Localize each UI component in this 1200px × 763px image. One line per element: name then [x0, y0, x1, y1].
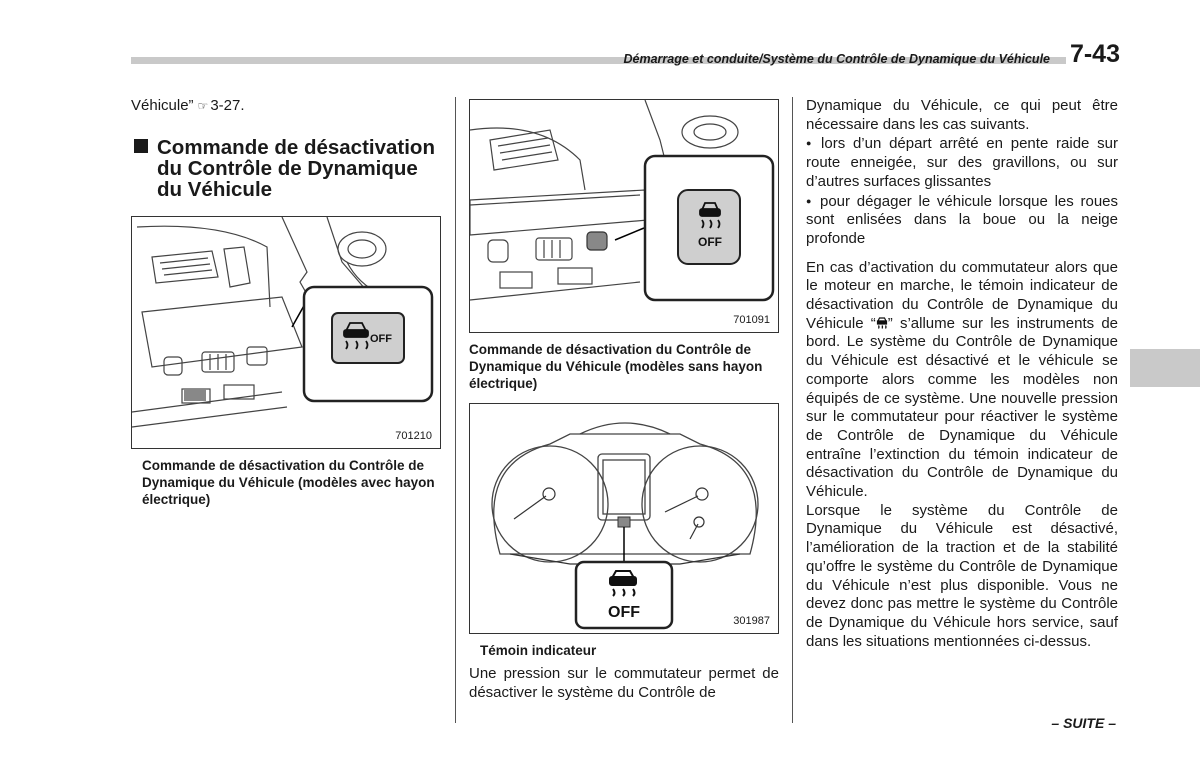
reference-page: 3-27. — [210, 97, 245, 114]
body-paragraph: Lorsque le système du Contrôle de Dynamique du Véhicule est désactivé, l’amélioration de la traction et de la stabilité qu’offre le système du Contrôle de Dynamique du Véhicule n’est plus disponible. Vous ne devez donc pas mettre le système du Contrôle de Dynamique du Véhicule hors service, sauf dans les situations mentionnées ci-dessus. — [806, 501, 1118, 650]
figure-switch-without-power-gate — [469, 99, 779, 333]
body-paragraph: Une pression sur le commutateur permet de désactiver le système du Contrôle de — [469, 665, 779, 701]
figure-caption: Commande de désactivation du Contrôle de Dynamique du Véhicule (modèles avec hayon électrique) — [142, 458, 435, 507]
body-paragraph — [806, 259, 1118, 502]
vdc-off-indicator-icon — [876, 317, 888, 330]
figure-id: 301987 — [733, 615, 770, 627]
bullet-icon: ● — [806, 138, 816, 149]
body-paragraph: Dynamique du Véhicule, ce qui peut être nécessaire dans les cas suivants. — [806, 97, 1118, 133]
figure-caption: Témoin indicateur — [480, 643, 597, 658]
off-indicator-label: OFF — [608, 604, 640, 621]
column-middle — [469, 97, 779, 702]
figure-indicator-light — [469, 403, 779, 634]
column-left — [131, 97, 443, 508]
section-heading-text: Commande de désactivation du Contrôle de Dynamique du Véhicule — [157, 136, 435, 201]
list-item — [806, 192, 1118, 249]
page-number: 7-43 — [1069, 40, 1120, 68]
column-divider — [455, 97, 456, 723]
instrument-cluster-illustration — [470, 404, 778, 633]
column-right — [806, 97, 1118, 651]
figure-caption: Commande de désactivation du Contrôle de Dynamique du Véhicule (modèles sans hayon électrique) — [469, 342, 763, 391]
list-item-text: lors d’un départ arrêté en pente raide sur route enneigée, sur des gravillons, ou sur d’autres surfaces glissantes — [806, 135, 1118, 190]
list-item-text: pour dégager le véhicule lorsque les roues sont enlisées dans la boue ou la neige profonde — [806, 192, 1118, 247]
column-divider — [792, 97, 793, 723]
reference-text: Véhicule” — [131, 97, 194, 114]
heading-square-icon — [134, 139, 148, 153]
figure-id: 701210 — [395, 430, 432, 442]
off-switch-label: OFF — [698, 235, 722, 249]
section-heading — [131, 137, 443, 200]
bullet-icon: ● — [806, 195, 814, 206]
cross-reference — [131, 97, 443, 114]
continued-marker: – SUITE – — [1051, 715, 1116, 731]
chapter-side-tab — [1130, 349, 1200, 387]
paragraph-text: En cas d’activation du commutateur alors que le moteur en marche, le témoin indicateur de désactivation du Contrôle de Dynamique du Véhicule “ — [806, 258, 1118, 332]
running-title: Démarrage et conduite/Système du Contrôle de Dynamique du Véhicule — [623, 52, 1050, 66]
figure-id: 701091 — [733, 314, 770, 326]
paragraph-text: ” s’allume sur les instruments de bord. Le système du Contrôle de Dynamique du Véhicule est désactivé et le véhicule se comporte alors comme les modèles non équipés de ce système. Une nouvelle pression sur le commutateur pour réactiver le système de Contrôle de Dynamique du Véhicule entraîne l’extinction du témoin indicateur de désactivation du Contrôle de Dynamique du Véhicule. — [806, 314, 1119, 501]
dashboard-switch-illustration — [132, 217, 440, 448]
list-item — [806, 134, 1118, 191]
figure-switch-with-power-gate — [131, 216, 441, 449]
dashboard-switch-illustration — [470, 100, 778, 332]
off-switch-label: OFF — [370, 333, 392, 345]
page-reference-icon: ☞ — [197, 99, 209, 113]
